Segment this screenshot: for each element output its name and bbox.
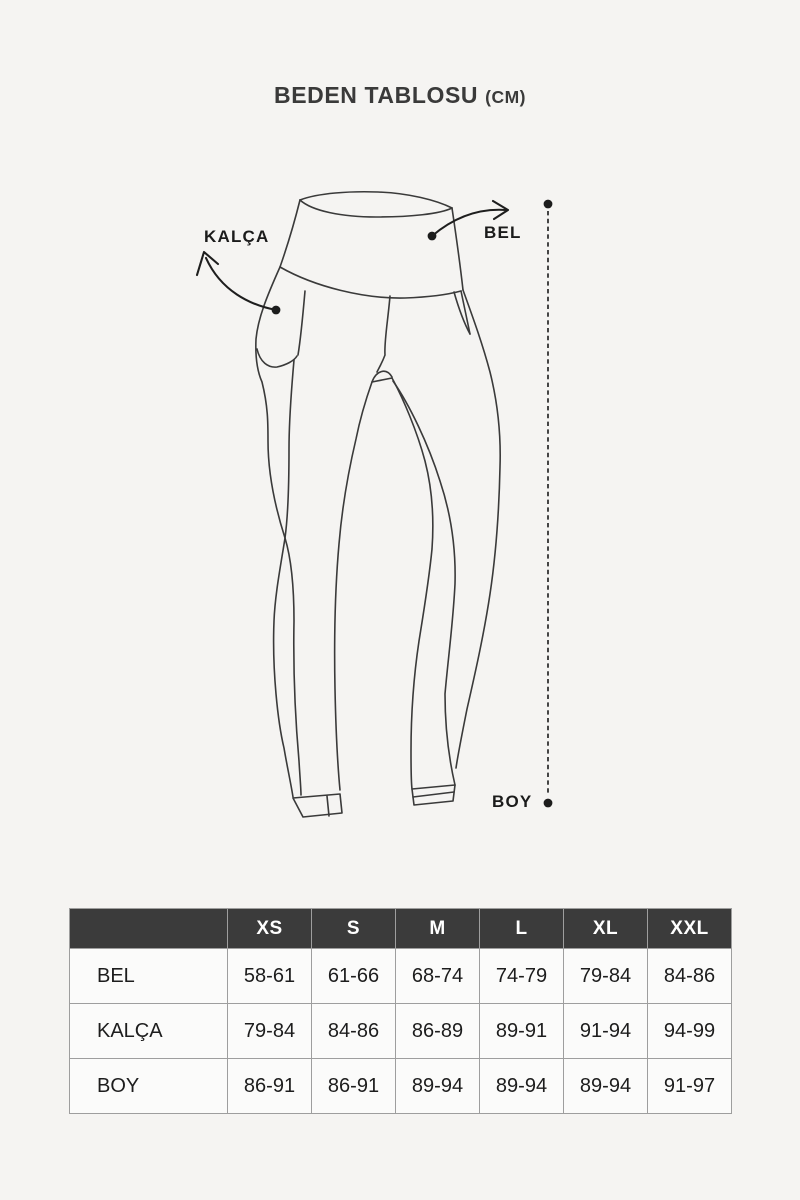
hip-value-s: 84-86 <box>312 1004 396 1059</box>
waistband-bottom-seam <box>280 267 461 298</box>
waist-value-xl: 79-84 <box>564 949 648 1004</box>
length-value-xl: 89-94 <box>564 1059 648 1114</box>
hip-value-xxl: 94-99 <box>648 1004 732 1059</box>
length-label: BOY <box>492 792 533 811</box>
table-row-length <box>70 1059 732 1114</box>
right-front-edge <box>392 378 433 789</box>
length-value-l: 89-94 <box>480 1059 564 1114</box>
right-ankle-cuff-seam <box>413 792 454 797</box>
hip-value-xs: 79-84 <box>228 1004 312 1059</box>
size-column-header-xxl: XXL <box>648 909 732 949</box>
size-column-header-s: S <box>312 909 396 949</box>
waist-label: BEL <box>484 223 522 242</box>
table-row-waist <box>70 949 732 1004</box>
pocket-inner-seam <box>298 291 305 355</box>
size-column-header-m: M <box>396 909 480 949</box>
row-label-waist: BEL <box>70 949 228 1004</box>
length-value-xs: 86-91 <box>228 1059 312 1114</box>
size-table-header-row <box>70 909 732 949</box>
waist-value-m: 68-74 <box>396 949 480 1004</box>
hip-value-xl: 91-94 <box>564 1004 648 1059</box>
waist-value-xxl: 84-86 <box>648 949 732 1004</box>
size-table-corner-cell <box>70 909 228 949</box>
length-value-s: 86-91 <box>312 1059 396 1114</box>
waistband-left-edge <box>280 200 300 267</box>
size-column-header-l: L <box>480 909 564 949</box>
waistband-top-rim <box>300 192 452 208</box>
front-rise-seam <box>377 296 390 372</box>
right-outer-edge <box>456 290 500 768</box>
hip-label: KALÇA <box>204 227 270 246</box>
size-table <box>69 908 732 1114</box>
waist-value-s: 61-66 <box>312 949 396 1004</box>
left-inner-edge <box>335 382 372 790</box>
left-side-seam <box>274 360 294 797</box>
hip-value-m: 86-89 <box>396 1004 480 1059</box>
waist-value-xs: 58-61 <box>228 949 312 1004</box>
length-value-m: 89-94 <box>396 1059 480 1114</box>
crotch-chord <box>372 378 392 382</box>
left-ankle-cuff <box>293 794 342 817</box>
length-top-dot <box>544 200 553 209</box>
table-row-hip <box>70 1004 732 1059</box>
page-title-text: BEDEN TABLOSU <box>273 82 479 108</box>
size-column-header-xs: XS <box>228 909 312 949</box>
left-ankle-cuff-seam <box>327 796 329 816</box>
hip-arrow-head <box>197 252 218 275</box>
page-title-unit: (CM) <box>485 87 527 107</box>
size-column-header-xl: XL <box>564 909 648 949</box>
right-back-edge <box>393 381 455 785</box>
pocket-bottom-curve <box>257 349 297 367</box>
length-value-xxl: 91-97 <box>648 1059 732 1114</box>
hip-value-l: 89-91 <box>480 1004 564 1059</box>
row-label-length: BOY <box>70 1059 228 1114</box>
waistband-front-rim <box>300 200 452 217</box>
length-bottom-dot <box>544 799 553 808</box>
row-label-hip: KALÇA <box>70 1004 228 1059</box>
waist-value-l: 74-79 <box>480 949 564 1004</box>
